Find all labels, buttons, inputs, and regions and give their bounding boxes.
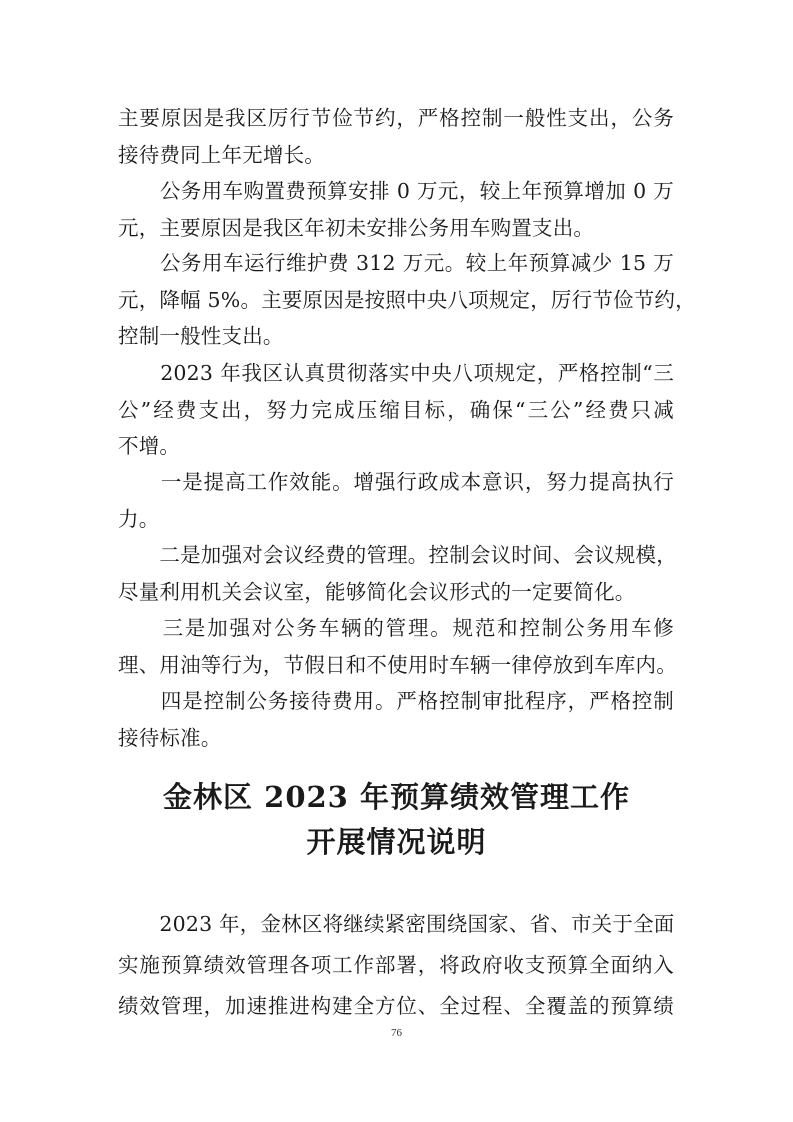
text-line: 元，主要原因是我区年初未安排公务用车购置支出。 bbox=[118, 215, 595, 240]
paragraph bbox=[118, 464, 674, 537]
text-line: 主要原因是我区厉行节俭节约，严格控制一般性支出，公务 bbox=[118, 106, 674, 130]
text-line: 2023 年我区认真贯彻落实中央八项规定，严格控制“三 bbox=[118, 361, 674, 385]
text-line: 公务用车购置费预算安排 0 万元，较上年预算增加 0 万 bbox=[118, 179, 674, 203]
text-line: 三是加强对公务车辆的管理。规范和控制公务用车修 bbox=[118, 616, 674, 640]
section-title-line-2: 开展情况说明 bbox=[306, 825, 487, 859]
text-line: 元，降幅 5%。主要原因是按照中央八项规定，厉行节俭节约， bbox=[118, 287, 696, 312]
paragraph bbox=[118, 245, 696, 355]
text-line: 控制一般性支出。 bbox=[118, 324, 284, 348]
text-line: 不增。 bbox=[118, 434, 181, 458]
section-title: 金林区 2023 年预算绩效管理工作 bbox=[163, 780, 630, 814]
page-number: 76 bbox=[391, 1027, 402, 1039]
text-line: 公务用车运行维护费 312 万元。较上年预算减少 15 万 bbox=[118, 251, 674, 275]
text-line: 二是加强对会议经费的管理。控制会议时间、会议规模， bbox=[118, 543, 677, 567]
text-line: 理、用油等行为，节假日和不使用时车辆一律停放到车库内。 bbox=[118, 652, 677, 677]
paragraph bbox=[118, 537, 677, 610]
text-line: 一是提高工作效能。增强行政成本意识，努力提高执行 bbox=[118, 470, 674, 494]
text-line: 绩效管理，加速推进构建全方位、全过程、全覆盖的预算绩 bbox=[118, 994, 674, 1018]
text-line: 实施预算绩效管理各项工作部署，将政府收支预算全面纳入 bbox=[118, 953, 674, 977]
paragraph bbox=[118, 355, 674, 465]
paragraph bbox=[118, 610, 677, 683]
paragraph bbox=[118, 173, 674, 246]
text-line: 四是控制公务接待费用。严格控制审批程序，严格控制 bbox=[118, 689, 674, 713]
text-line: 公”经费支出，努力完成压缩目标，确保“三公”经费只减 bbox=[118, 397, 674, 422]
text-line: 力。 bbox=[118, 506, 160, 531]
text-line: 接待标准。 bbox=[118, 725, 222, 750]
text-line: 2023 年，金林区将继续紧密围绕国家、省、市关于全面 bbox=[118, 912, 675, 936]
text-line: 尽量利用机关会议室，能够简化会议形式的一定要简化。 bbox=[118, 579, 636, 604]
paragraph bbox=[118, 100, 674, 173]
paragraph bbox=[118, 683, 674, 756]
paragraph bbox=[118, 904, 674, 1027]
text-line: 接待费同上年无增长。 bbox=[118, 142, 325, 167]
